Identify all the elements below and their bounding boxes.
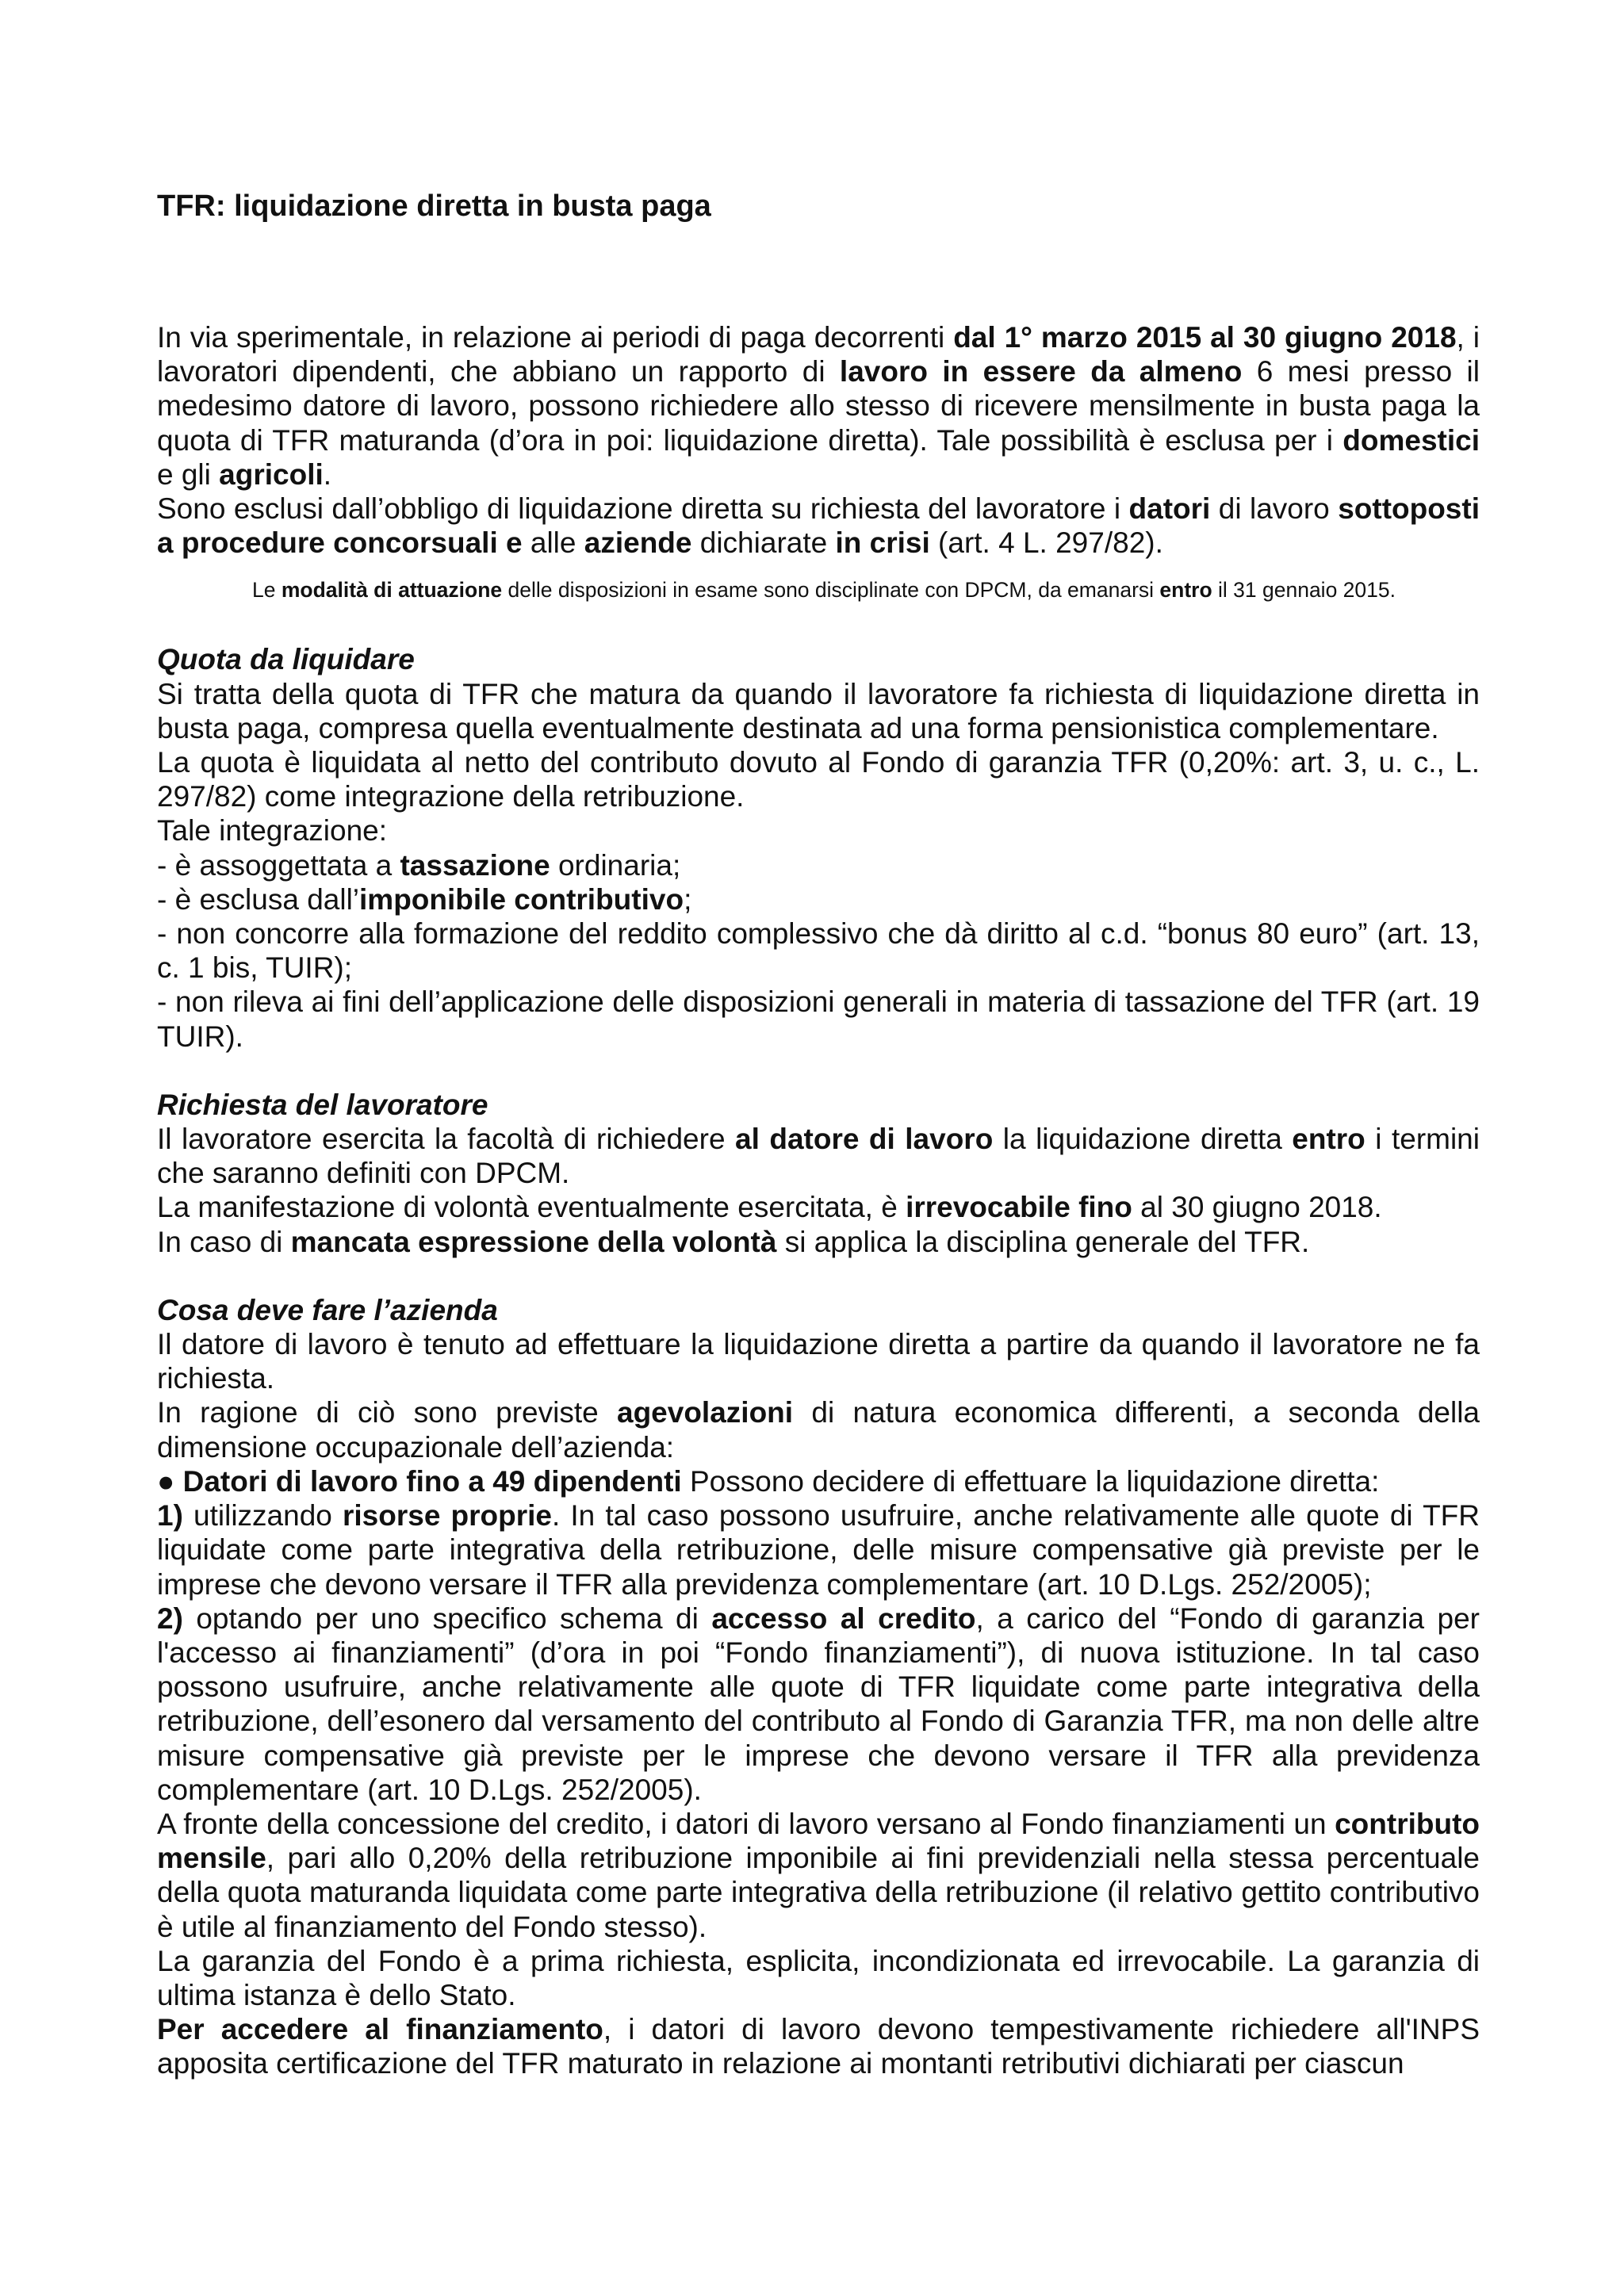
text-run: utilizzando (182, 1499, 343, 1533)
list-item (157, 916, 1480, 985)
bold-text: entro (1292, 1123, 1365, 1156)
text-run: . In tal caso possono usufruire, anche relativamente alle quote di TFR liquidate come parte integrativa della retribuzione, delle misure compensative già previste per le imprese che devono versare il TFR alla previdenza complementare (art. 10 D.Lgs. 252/2005); (157, 1499, 1480, 1601)
text-run: - è esclusa dall’ (157, 882, 360, 916)
text-run: , i lavoratori dipendenti, che abbiano un rapporto di (157, 321, 1480, 388)
text-run: Le (252, 578, 282, 603)
text-run: si applica la disciplina generale del TFR. (776, 1225, 1310, 1258)
text-run: La quota è liquidata al netto del contributo dovuto al Fondo di garanzia TFR (0,20%: art. 3, u. c., L. 297/82) come integrazione della retribuzione. (157, 746, 1480, 813)
bold-text: in crisi (835, 526, 930, 560)
text-run: , i datori di lavoro devono tempestivamente richiedere all'INPS apposita certificazione del TFR maturato in relazione ai montanti retributivi dichiarati per ciascun (157, 2013, 1480, 2080)
bold-text: Per accedere al finanziamento (157, 2013, 603, 2046)
text-run: delle disposizioni in esame sono disciplinate con DPCM, da emanarsi (502, 578, 1160, 603)
text-run: il 31 gennaio 2015. (1212, 578, 1396, 603)
section-heading-richiesta: Richiesta del lavoratore (157, 1088, 488, 1121)
text-run: Tale integrazione: (157, 814, 388, 848)
paragraph (157, 1122, 1480, 1190)
paragraph (157, 1601, 1480, 1807)
document-title: TFR: liquidazione diretta in busta paga (157, 189, 711, 223)
text-run: e gli (157, 457, 220, 491)
paragraph (157, 1395, 1480, 1464)
bold-text: 1) (157, 1499, 183, 1533)
text-run: Si tratta della quota di TFR che matura da quando il lavoratore fa richiesta di liquidazione diretta in busta paga, compresa quella eventualmente destinata ad una forma pensionistica complementare. (157, 677, 1480, 744)
bold-text: agevolazioni (617, 1396, 794, 1429)
bold-text: agricoli (219, 457, 324, 491)
bold-text: sottoposti a procedure concorsuali e (157, 492, 1480, 560)
text-run: In ragione di ciò sono previste (157, 1396, 617, 1429)
bold-text: irrevocabile fino (906, 1191, 1132, 1224)
text-run: ; (684, 882, 692, 916)
text-run: alle (522, 526, 584, 560)
text-run: La manifestazione di volontà eventualmente esercitata, è (157, 1191, 906, 1224)
text-run: Sono esclusi dall’obbligo di liquidazione diretta su richiesta del lavoratore i (157, 492, 1129, 526)
bold-text: aziende (584, 526, 692, 560)
bold-text: 2) (157, 1601, 183, 1635)
text-run: , pari allo 0,20% della retribuzione imponibile ai fini previdenziali nella stessa percentuale della quota maturanda liquidata come parte integrativa della retribuzione (il relativo gettito contributivo è utile al finanziamento del Fondo stesso). (157, 1842, 1480, 1943)
text-run: - non concorre alla formazione del reddito complessivo che dà diritto al c.d. “bonus 80 euro” (art. 13, c. 1 bis, TUIR); (157, 917, 1480, 985)
note-paragraph (252, 574, 1480, 606)
spacer (157, 1259, 1480, 1293)
paragraph (157, 745, 1480, 813)
paragraph (157, 1498, 1480, 1601)
text-run: , a carico del “Fondo di garanzia per l'accesso ai finanziamenti” (d’ora in poi “Fondo finanziamenti”), di nuova istituzione. In tal caso possono usufruire, anche relativamente alle quote di TFR liquidate come parte integrativa della retribuzione, dell’esonero dal versamento del contributo al Fondo di Garanzia TFR, ma non delle altre misure compensative già previste per le imprese che devono versare il TFR alla previdenza complementare (art. 10 D.Lgs. 252/2005). (157, 1601, 1480, 1806)
text-run: di lavoro (1210, 492, 1339, 526)
text-run: dichiarate (691, 526, 836, 560)
bold-text: risorse proprie (342, 1499, 552, 1533)
bold-text: entro (1159, 578, 1212, 603)
paragraph (157, 320, 1480, 492)
list-item (157, 882, 1480, 916)
bold-text: domestici (1342, 423, 1480, 457)
bold-text: lavoro in essere da almeno (839, 355, 1243, 388)
text-run: La garanzia del Fondo è a prima richiesta, esplicita, incondizionata ed irrevocabile. La garanzia di ultima istanza è dello Stato. (157, 1944, 1480, 2011)
paragraph (157, 1225, 1480, 1259)
text-run: i termini che saranno definiti con DPCM. (157, 1123, 1480, 1190)
text-run: Il datore di lavoro è tenuto ad effettuare la liquidazione diretta a partire da quando il lavoratore ne fa richiesta. (157, 1328, 1480, 1395)
paragraph (157, 1944, 1480, 2012)
text-run: . (323, 457, 332, 491)
paragraph (157, 813, 1480, 848)
bold-text: contributo mensile (157, 1807, 1480, 1875)
bold-text: tassazione (400, 848, 550, 882)
bold-text: dal 1° marzo 2015 al 30 giugno 2018 (953, 321, 1457, 354)
paragraph (157, 1464, 1480, 1498)
paragraph (157, 2012, 1480, 2080)
text-run: di natura economica differenti, a seconda della dimensione occupazionale dell’azienda: (157, 1396, 1480, 1464)
paragraph (157, 1190, 1480, 1224)
text-run: la liquidazione diretta (993, 1123, 1293, 1156)
text-run: - non rileva ai fini dell’applicazione delle disposizioni generali in materia di tassazione del TFR (art. 19 TUIR). (157, 985, 1480, 1053)
section-heading-quota: Quota da liquidare (157, 643, 415, 676)
text-run: al 30 giugno 2018. (1132, 1191, 1382, 1224)
text-run: In caso di (157, 1225, 291, 1258)
paragraph (157, 492, 1480, 560)
spacer (157, 1054, 1480, 1088)
bold-text: al datore di lavoro (735, 1123, 994, 1156)
text-run: 6 mesi presso il medesimo datore di lavoro, possono richiedere allo stesso di ricevere mensilmente in busta paga la quota di TFR maturanda (d’ora in poi: liquidazione diretta). Tale possibilità è esclusa per i (157, 355, 1480, 457)
list-item (157, 848, 1480, 882)
bold-text: ● Datori di lavoro fino a 49 dipendenti (157, 1464, 682, 1498)
bold-text: modalità di attuazione (281, 578, 503, 603)
text-run: A fronte della concessione del credito, i datori di lavoro versano al Fondo finanziamenti un (157, 1807, 1335, 1840)
paragraph (157, 677, 1480, 745)
text-run: Il lavoratore esercita la facoltà di richiedere (157, 1123, 736, 1156)
section-heading-azienda: Cosa deve fare l’azienda (157, 1293, 498, 1326)
text-run: (art. 4 L. 297/82). (929, 526, 1163, 560)
text-run: ordinaria; (550, 848, 681, 882)
text-run: optando per uno specifico schema di (182, 1601, 712, 1635)
list-item (157, 985, 1480, 1053)
text-run: In via sperimentale, in relazione ai periodi di paga decorrenti (157, 321, 954, 354)
paragraph (157, 1807, 1480, 1944)
bold-text: imponibile contributivo (359, 882, 684, 916)
paragraph (157, 1327, 1480, 1395)
bold-text: mancata espressione della volontà (290, 1225, 777, 1258)
text-run: - è assoggettata a (157, 848, 400, 882)
bold-text: datori (1128, 492, 1211, 526)
document-page (157, 189, 1480, 2081)
bold-text: accesso al credito (711, 1601, 976, 1635)
text-run: Possono decidere di effettuare la liquidazione diretta: (681, 1464, 1380, 1498)
